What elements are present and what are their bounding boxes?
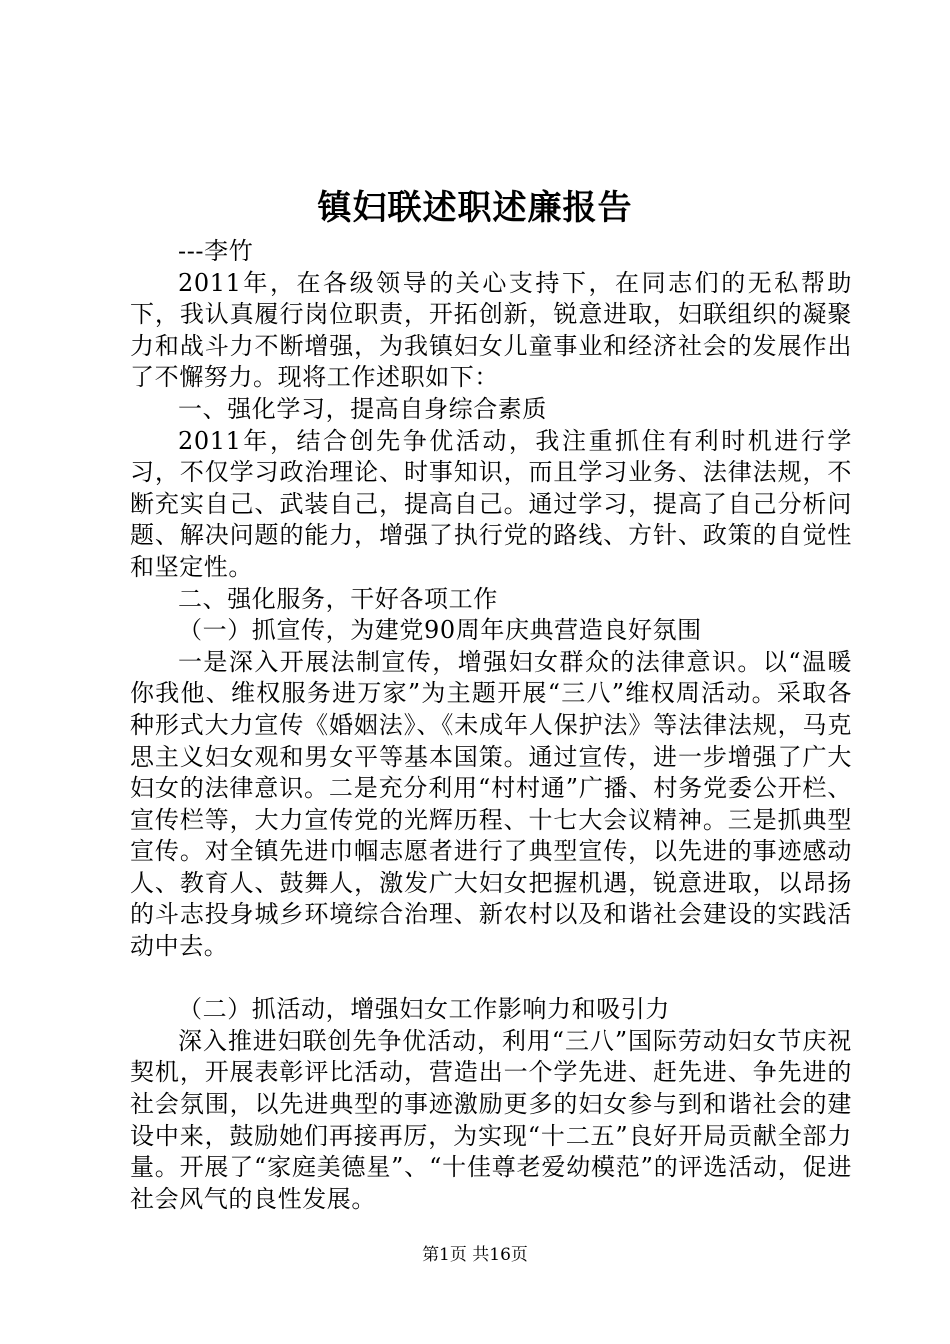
page-footer: 第1页 共16页: [422, 1245, 528, 1265]
document-title: 镇妇联述职述廉报告: [317, 188, 633, 228]
paragraph-activities: 深入推进妇联创先争优活动，利用“三八”国际劳动妇女节庆祝契机，开展表彰评比活动，营造出一个学先进、赶先进、争先进的社会氛围，以先进典型的事迹激励更多的妇女参与到和谐社会的建设中来，鼓励她们再接再厉，为实现“十二五”良好开局贡献全部力量。开展了“家庭美德星”、“十佳尊老爱幼模范”的评选活动，促进社会风气的良性发展。: [130, 1026, 852, 1213]
section-heading-2: 二、强化服务，干好各项工作: [178, 584, 498, 613]
section-heading-1: 一、强化学习，提高自身综合素质: [178, 394, 547, 423]
subsection-heading-1: （一）抓宣传，为建党90周年庆典营造良好氛围: [178, 616, 702, 645]
author-line: ---李竹: [178, 237, 254, 265]
subsection-heading-2: （二）抓活动，增强妇女工作影响力和吸引力: [178, 995, 670, 1024]
document-body: [130, 236, 852, 1215]
paragraph-intro: 2011年，在各级领导的关心支持下，在同志们的无私帮助下，我认真履行岗位职责，开拓创新，锐意进取，妇联组织的凝聚力和战斗力不断增强，为我镇妇女儿童事业和经济社会的发展作出了不懈努力。现将工作述职如下：: [130, 268, 852, 392]
paragraph-publicity: 一是深入开展法制宣传，增强妇女群众的法律意识。以“温暖你我他、维权服务进万家”为主题开展“三八”维权周活动。采取各种形式大力宣传《婚姻法》、《未成年人保护法》等法律法规，马克思主义妇女观和男女平等基本国策。通过宣传，进一步增强了广大妇女的法律意识。二是充分利用“村村通”广播、村务党委公开栏、宣传栏等，大力宣传党的光辉历程、十七大会议精神。三是抓典型宣传。对全镇先进巾帼志愿者进行了典型宣传，以先进的事迹感动人、教育人、鼓舞人，激发广大妇女把握机遇，锐意进取，以昂扬的斗志投身城乡环境综合治理、新农村以及和谐社会建设的实践活动中去。: [130, 647, 852, 961]
paragraph-study: 2011年，结合创先争优活动，我注重抓住有利时机进行学习，不仅学习政治理论、时事知识，而且学习业务、法律法规，不断充实自己、武装自己，提高自己。通过学习，提高了自己分析问题、解决问题的能力，增强了执行党的路线、方针、政策的自觉性和坚定性。: [130, 426, 852, 581]
